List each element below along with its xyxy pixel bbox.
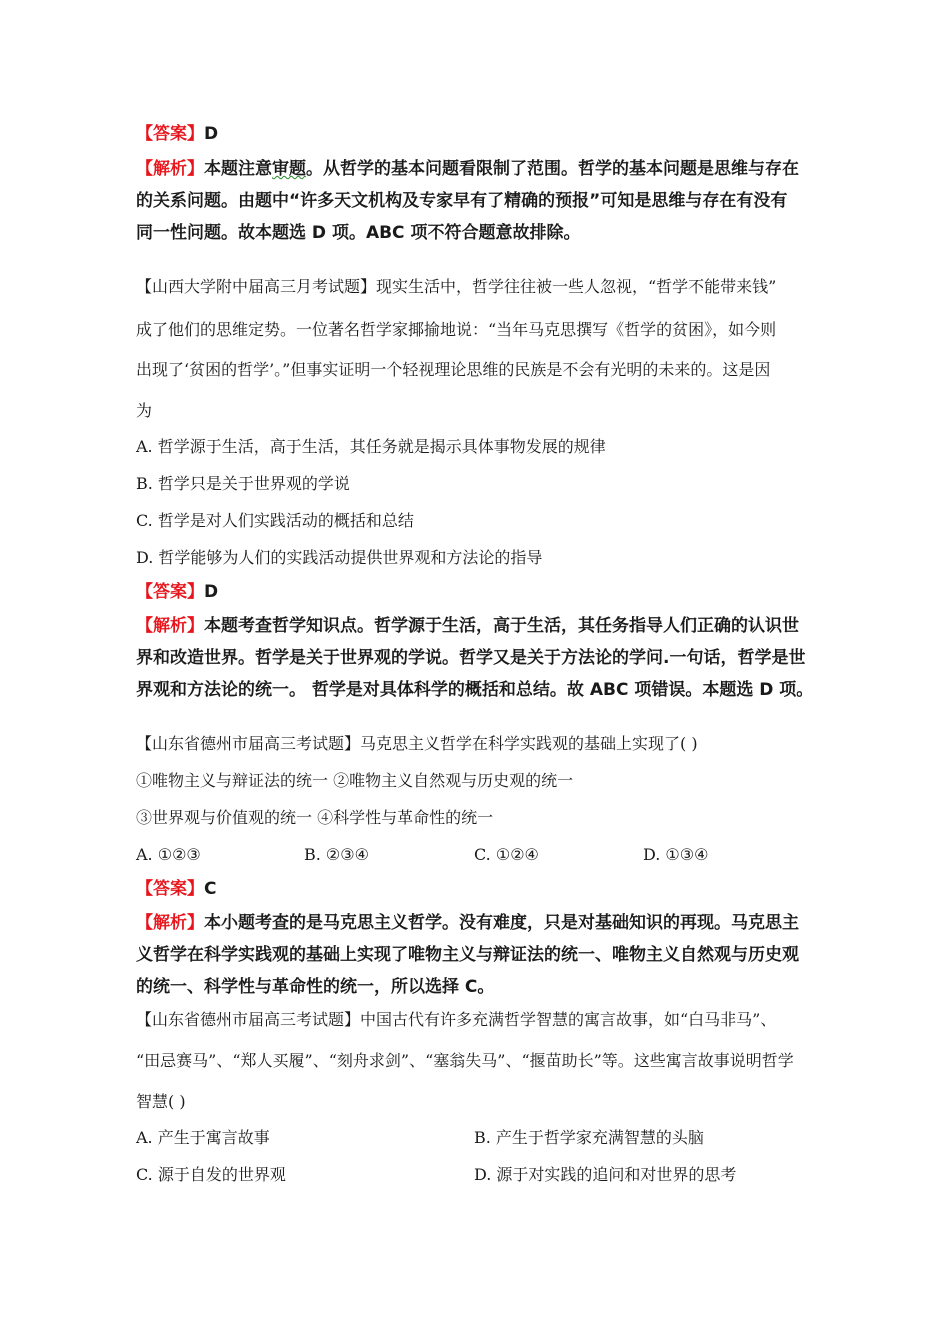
q1-analysis-line-3: 同一性问题。故本题选 D 项。ABC 项不符合题意故排除。 (136, 223, 581, 243)
q4-option-c: C. 源于自发的世界观 (136, 1165, 286, 1184)
q3-stem-line-3: ③世界观与价值观的统一 ④科学性与革命性的统一 (136, 808, 494, 827)
q4-option-a: A. 产生于寓言故事 (136, 1128, 270, 1147)
q3-analysis-line-1: 【解析】本小题考查的是马克思主义哲学。没有难度，只是对基础知识的再现。马克思主 (136, 913, 799, 933)
q3-option-d: D. ①③④ (643, 845, 709, 864)
answer-value: D (204, 124, 219, 144)
q2-analysis-line-3: 界观和方法论的统一。 哲学是对具体科学的概括和总结。故 ABC 项错误。本题选 D 项。 (136, 680, 814, 700)
q2-analysis-line-1: 【解析】本题考查哲学知识点。哲学源于生活，高于生活，其任务指导人们正确的认识世 (136, 616, 799, 636)
q1-analysis-line-1: 【解析】本题注意审题。从哲学的基本问题看限制了范围。哲学的基本问题是思维与存在 (136, 159, 799, 179)
spellcheck-mark: 审题 (272, 159, 306, 179)
q3-stem-line-1: 【山东省德州市届高三考试题】马克思主义哲学在科学实践观的基础上实现了( ) (136, 734, 698, 753)
q3-analysis-line-2: 义哲学在科学实践观的基础上实现了唯物主义与辩证法的统一、唯物主义自然观与历史观 (136, 945, 799, 965)
answer-value: C (204, 879, 217, 899)
analysis-tag: 【解析】 (136, 913, 204, 933)
q4-stem-line-3: 智慧( ) (136, 1092, 186, 1111)
q4-option-d: D. 源于对实践的追问和对世界的思考 (474, 1165, 737, 1184)
analysis-tag: 【解析】 (136, 616, 204, 636)
q2-answer (136, 582, 218, 602)
analysis-tag: 【解析】 (136, 159, 204, 179)
q3-stem-line-2: ①唯物主义与辩证法的统一 ②唯物主义自然观与历史观的统一 (136, 771, 574, 790)
answer-tag: 【答案】 (136, 582, 204, 602)
q3-option-a: A. ①②③ (136, 845, 201, 864)
q2-analysis-line-2: 界和改造世界。哲学是关于世界观的学说。哲学又是关于方法论的学问.一句话，哲学是世 (136, 648, 806, 668)
answer-value: D (204, 582, 219, 602)
q4-stem-line-2: “田忌赛马”、“郑人买履”、“刻舟求剑”、“塞翁失马”、“揠苗助长”等。这些寓言故事说明哲学 (136, 1051, 794, 1070)
q2-stem-line-2: 成了他们的思维定势。一位著名哲学家揶揄地说：“当年马克思撰写《哲学的贫困》，如今则 (136, 320, 777, 339)
q2-stem-line-1: 【山西大学附中届高三月考试题】现实生活中，哲学往往被一些人忽视，“哲学不能带来钱” (136, 277, 777, 296)
q4-option-b: B. 产生于哲学家充满智慧的头脑 (474, 1128, 704, 1147)
q2-option-d: D. 哲学能够为人们的实践活动提供世界观和方法论的指导 (136, 548, 543, 567)
q3-answer (136, 879, 216, 899)
q1-answer (136, 124, 218, 144)
answer-tag: 【答案】 (136, 879, 204, 899)
q3-analysis-line-3: 的统一、科学性与革命性的统一，所以选择 C。 (136, 977, 495, 997)
q4-stem-line-1: 【山东省德州市届高三考试题】中国古代有许多充满哲学智慧的寓言故事，如“白马非马”、 (136, 1010, 777, 1029)
answer-tag: 【答案】 (136, 124, 204, 144)
q2-option-c: C. 哲学是对人们实践活动的概括和总结 (136, 511, 414, 530)
q2-option-b: B. 哲学只是关于世界观的学说 (136, 474, 350, 493)
q3-option-c: C. ①②④ (474, 845, 539, 864)
q2-stem-line-3: 出现了‘贫困的哲学’。”但事实证明一个轻视理论思维的民族是不会有光明的未来的。这是因 (136, 360, 771, 379)
q3-option-b: B. ②③④ (304, 845, 369, 864)
q2-option-a: A. 哲学源于生活，高于生活，其任务就是揭示具体事物发展的规律 (136, 437, 606, 456)
q1-analysis-line-2: 的关系问题。由题中“许多天文机构及专家早有了精确的预报”可知是思维与存在有没有 (136, 191, 788, 211)
q2-stem-line-4: 为 (136, 401, 153, 420)
